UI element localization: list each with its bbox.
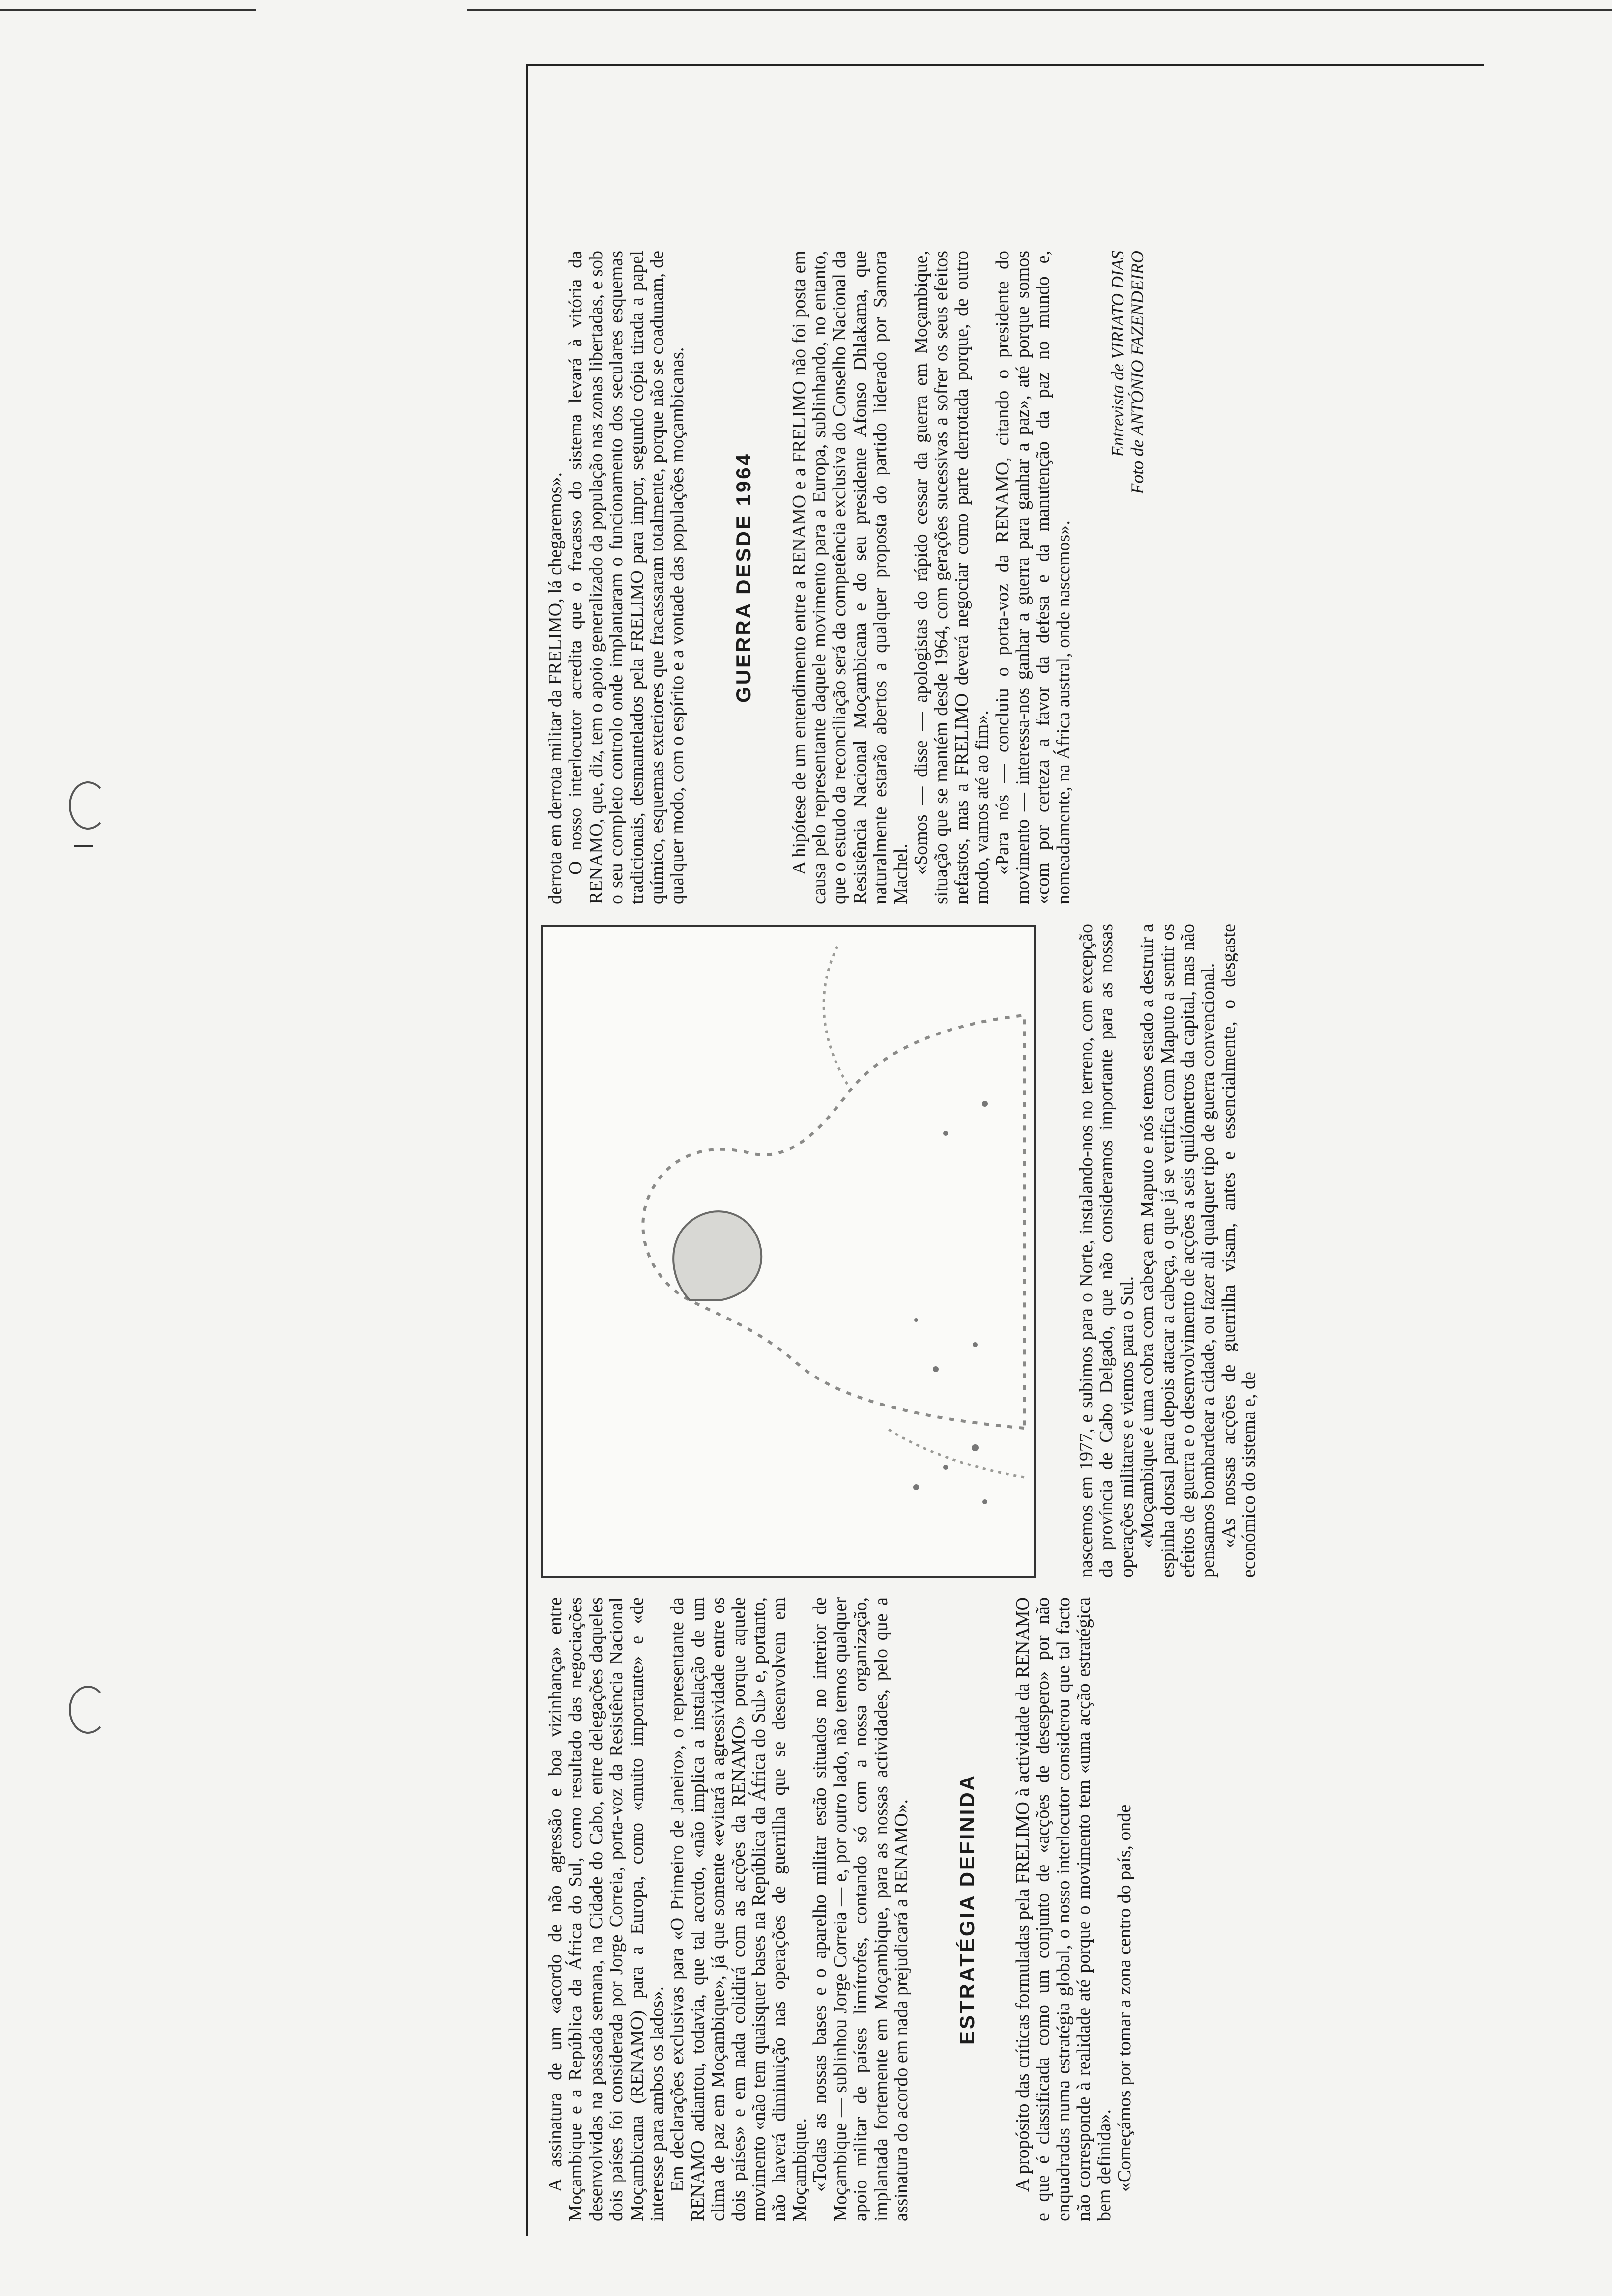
section-heading: GUERRA DESDE 1964	[731, 452, 755, 703]
article-column-3	[546, 251, 1147, 904]
article-paragraph: nascemos em 1977, e subimos para o Norte, instalando-nos no terreno, com excepção da província de Cabo Delgado, que não consideramos importante para as nossas operações militares e viemos para o Sul.	[1076, 924, 1137, 1578]
interview-credit: Entrevista de VIRIATO DIAS	[1108, 251, 1128, 457]
article-photo	[541, 925, 1036, 1578]
photo-image	[543, 927, 1034, 1576]
article-paragraph: «As nossas acções de guerrilha visam, antes e essencialmente, o desgaste económico do sistema e, de	[1218, 924, 1260, 1578]
article-paragraph: «Somos — disse — apologistas do rápido cessar da guerra em Moçambique, situação que se mantém desde 1964, com gerações sucessivas a sofrer os seus efeitos nefastos, mas a FRELIMO deverá negociar como parte derrotada porque, de outro modo, vamos até ao fim».	[911, 251, 993, 904]
article-paragraph: «Todas as nossas bases e o aparelho militar estão situados no interior de Moçambique — sublinhou Jorge Correia — e, por outro lado, não temos qualquer apoio militar de países limítrofes, contando só com a nossa organização, implantada fortemente em Moçambique, para as nossas actividades, pelo que a assinatura do acordo em nada prejudicará a RENAMO».	[809, 1597, 912, 2221]
clipping-border-top	[526, 64, 528, 2236]
margin-mark	[74, 845, 93, 847]
article-paragraph: «Começámos por tomar a zona centro do país, onde	[1114, 1804, 1135, 2192]
section-heading: ESTRATÉGIA DEFINIDA	[955, 1774, 979, 2045]
article-paragraph: «Para nós — concluiu o porta-voz da RENAMO, citando o presidente do movimento — interessa-nos ganhar a guerra para ganhar a paz», até porque somos «com por certeza a favor da defesa e da manutenção da paz no mundo e, nomeadamente, na África austral, onde nascemos».	[992, 251, 1074, 904]
article-paragraph: A hipótese de um entendimento entre a RENAMO e a FRELIMO não foi posta em causa pelo representante daquele movimento para a Europa, sublinhando, no entanto, que o estudo da reconciliação será da competência exclusiva do Conselho Nacional da Resistência Nacional Moçambicana e do seu presidente Afonso Dhlakama, que naturalmente estarão abertos a qualquer proposta do partido liderado por Samora Machel.	[788, 251, 911, 904]
newspaper-clipping	[526, 64, 1484, 2236]
article-paragraph: A propósito das críticas formuladas pela FRELIMO à actividade da RENAMO e que é classificada como um conjunto de «acções de desespero» por não enquadradas numa estratégia global, o nosso interlocutor considerou que tal facto não corresponde à realidade até porque o movimento tem «uma acção estratégica bem definida».	[1012, 1597, 1115, 2221]
article-paragraph: derrota em derrota militar da FRELIMO, lá chegaremos».	[545, 472, 566, 904]
article-paragraph: O nosso interlocutor acredita que o fracasso do sistema levará à vitória da RENAMO, que, diz, tem o apoio generalizado da população nas zonas libertadas, e sob o seu completo controlo onde implantaram o funcionamento dos seculares esquemas tradicionais, desmantelados pela FRELIMO para impor, segundo cópia tirada a papel químico, esquemas exteriores que fracassaram totalmente, porque não se coadunam, de qualquer modo, com o espírito e a vontade das populações moçambicanas.	[565, 251, 688, 904]
scan-edge-top-right	[467, 9, 1612, 11]
punch-hole-lower	[69, 1686, 107, 1734]
article-paragraph: «Moçambique é uma cobra com cabeça em Maputo e nós temos estado a destruir a espinha dorsal para depois atacar a cabeça, o que já se verifica com Maputo a sentir os efeitos de guerra e o desenvolvimento de acções a seis quilómetros da capital, mas não pensamos bombardear a cidade, ou fazer ali qualquer tipo de guerra convencional.	[1137, 924, 1219, 1578]
article-column-1	[546, 1597, 1135, 2221]
article-credits	[1108, 251, 1147, 904]
photo-credit: Foto de ANTÓNIO FAZENDEIRO	[1127, 251, 1147, 494]
scan-edge-top-left	[0, 9, 256, 11]
article-paragraph: A assinatura de um «acordo de não agressão e boa vizinhança» entre Moçambique e a República da África do Sul, como resultado das negociações desenvolvidas na passada semana, na Cidade do Cabo, entre delegações daqueles dois países foi considerada por Jorge Correia, porta-voz da Resistência Nacional Moçambicana (RENAMO) para a Europa, como «muito importante» e «de interesse para ambos os lados».	[545, 1597, 668, 2221]
article-paragraph: Em declarações exclusivas para «O Primeiro de Janeiro», o representante da RENAMO adiantou, todavia, que tal acordo, «não implica a instalação de um clima de paz em Moçambique», já que somente «evitará a agressividade entre os dois países» e em nada colidirá com as acções da RENAMO» porque aquele movimento «não tem quaisquer bases na República da África do Sul» e, portanto, não haverá diminuição nas operações de guerrilha que se desenvolvem em Moçambique.	[667, 1597, 810, 2221]
clipping-border-right	[526, 64, 1484, 66]
punch-hole-upper	[69, 781, 107, 830]
